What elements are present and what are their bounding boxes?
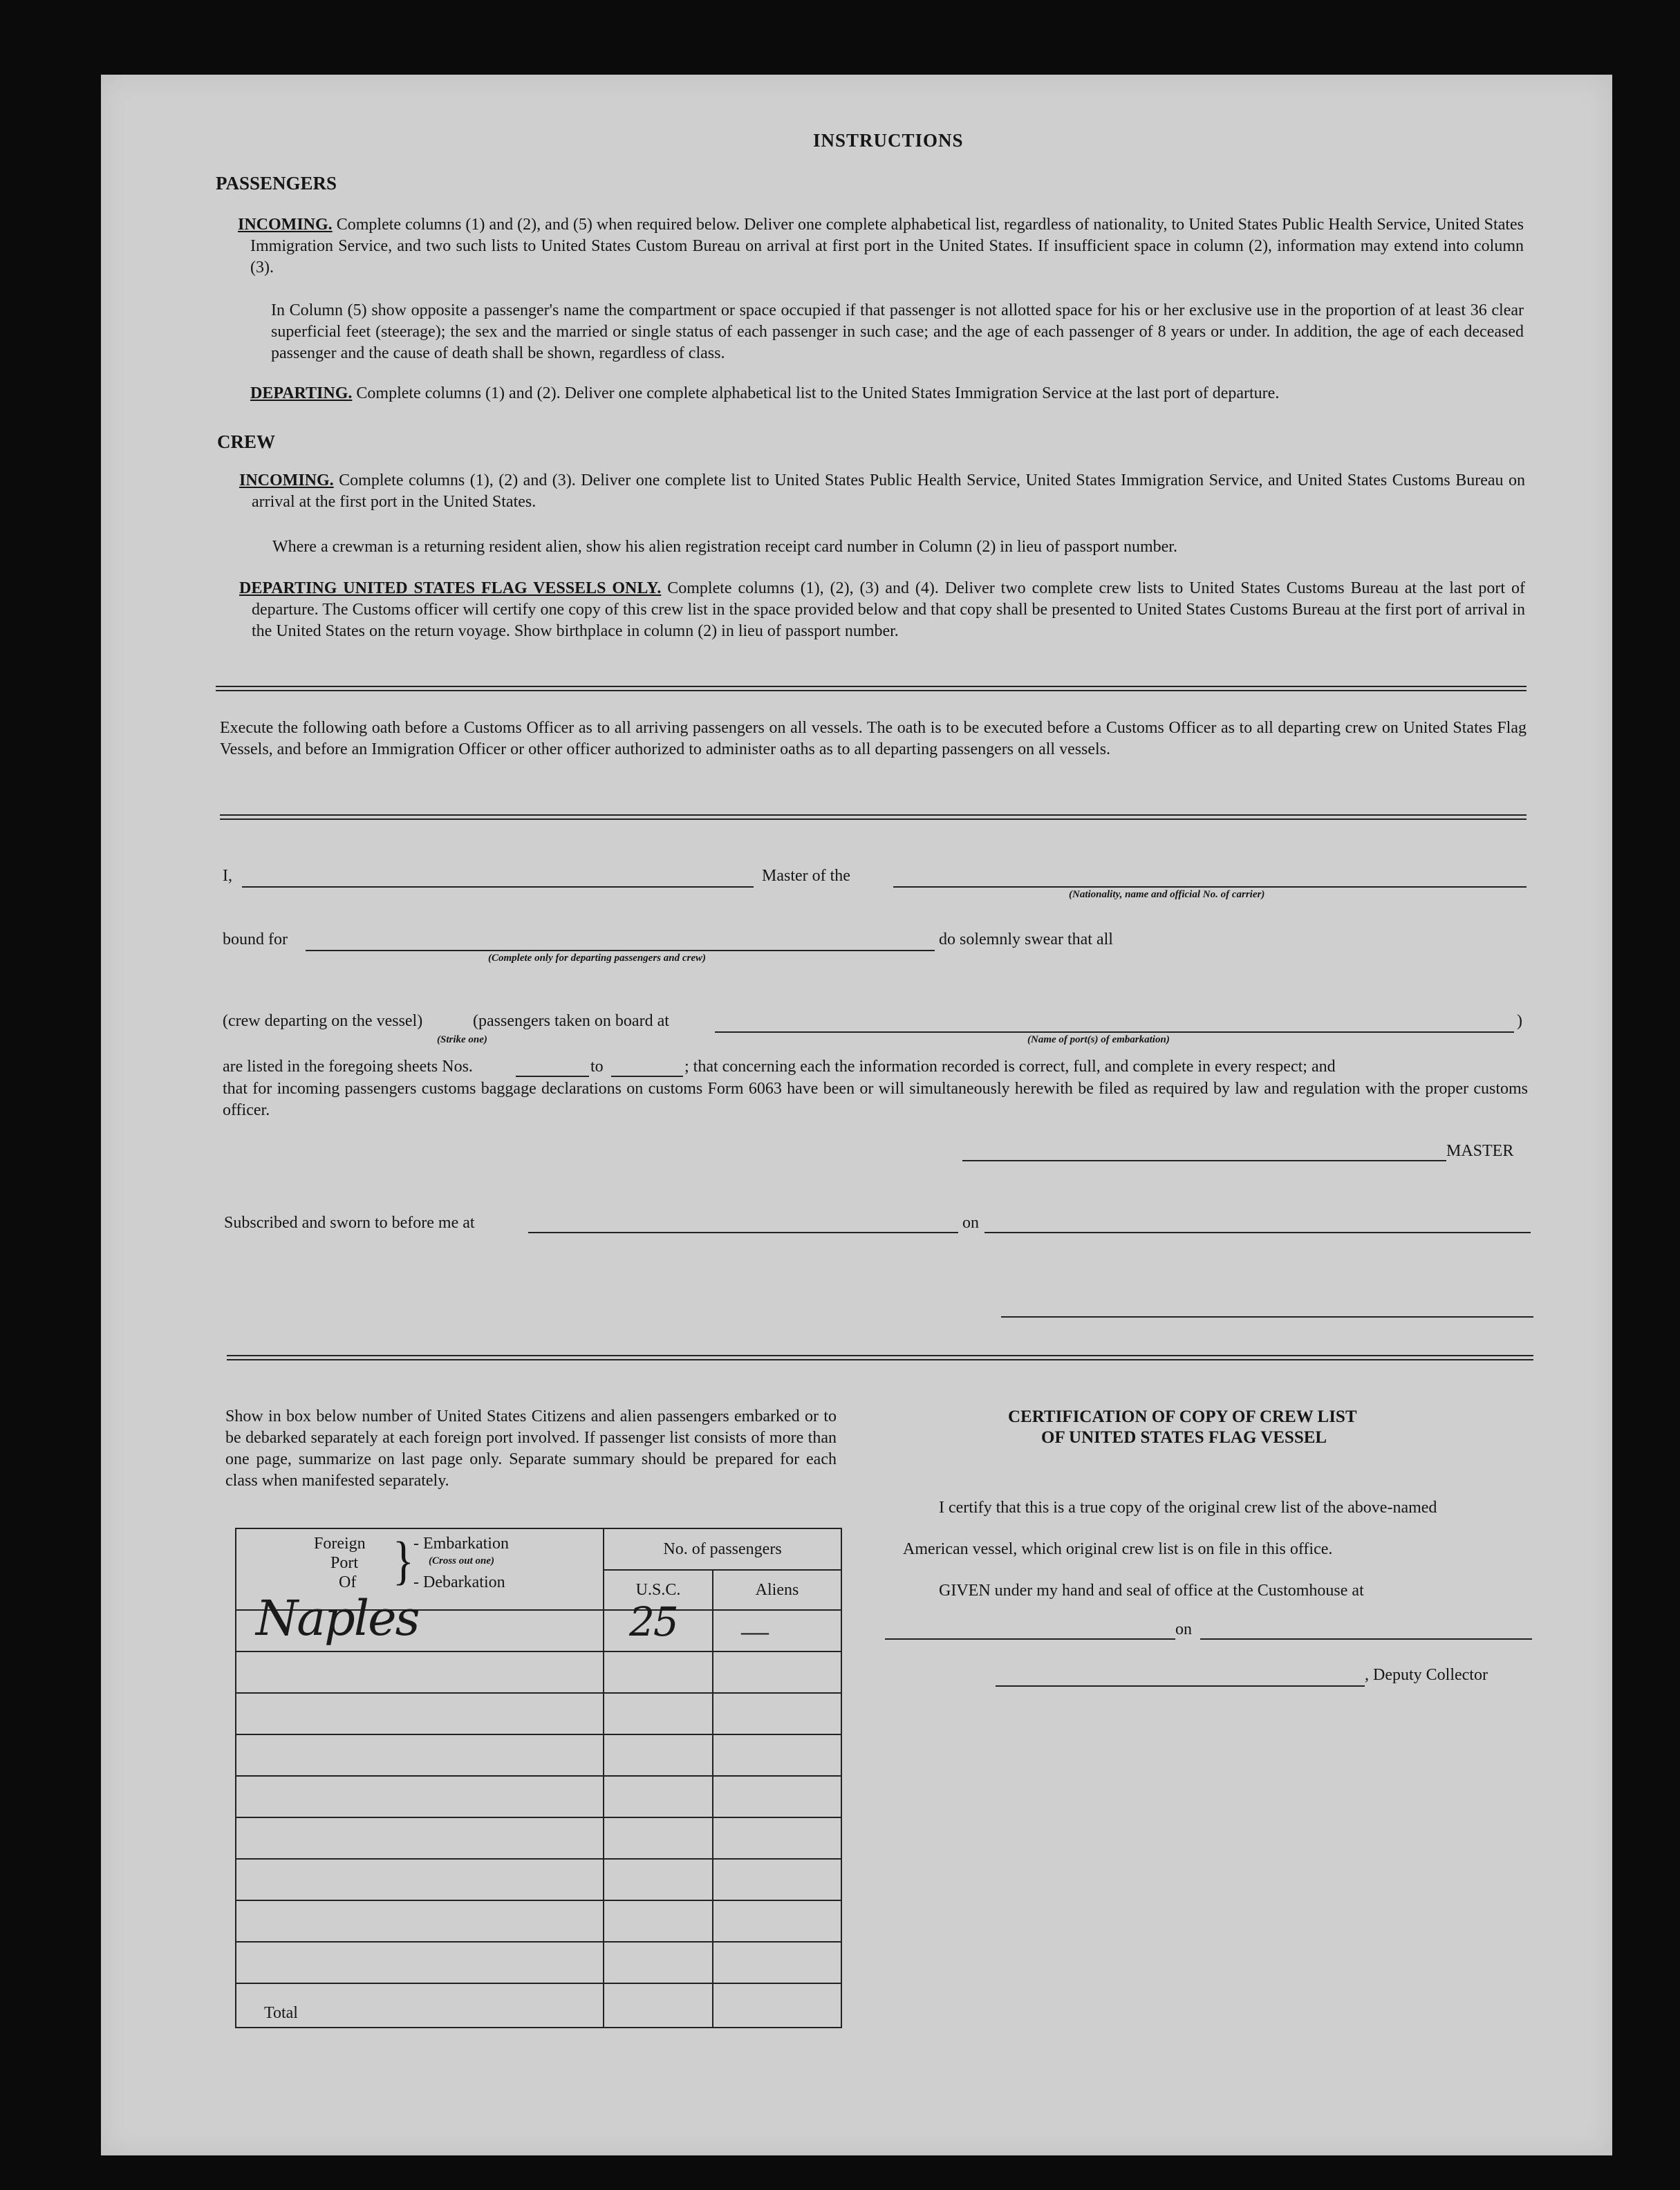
sheet-to-field[interactable] [611, 1076, 683, 1077]
instructions-title: INSTRUCTIONS [813, 130, 964, 151]
usc-cell[interactable] [604, 1776, 713, 1817]
usc-handwriting: 25 [629, 1598, 678, 1645]
master-name-field[interactable] [242, 886, 754, 888]
total-label: Total [236, 1983, 604, 2028]
summary-header-row [236, 1528, 841, 1570]
usc-cell[interactable] [604, 1734, 713, 1776]
aliens-cell[interactable] [713, 1900, 841, 1942]
table-row [236, 1900, 841, 1942]
sworn-place-field[interactable] [528, 1232, 958, 1233]
usc-cell[interactable] [604, 1693, 713, 1734]
header-of: Of [339, 1573, 357, 1591]
swear-label: do solemnly swear that all [939, 930, 1113, 948]
table-row [236, 1776, 841, 1817]
port-cell[interactable] [236, 1776, 604, 1817]
aliens-cell[interactable] [713, 1693, 841, 1734]
table-row [236, 1859, 841, 1900]
port-cell[interactable] [236, 1734, 604, 1776]
cert-on-label: on [1175, 1620, 1192, 1638]
embarkation-ports-field[interactable] [715, 1031, 1514, 1033]
master-label: MASTER [1446, 1142, 1514, 1160]
crewman-paragraph: Where a crewman is a returning resident alien, show his alien registration receipt card number in Column (2) in lieu of passport number. [272, 538, 1177, 556]
oath-intro: Execute the following oath before a Customs Officer as to all arriving passengers on all vessels. The oath is to be executed before a Customs Officer as to all departing crew on United States Flag Vessels, and before an Immigration Officer or other officer authorized to administer oaths as to all departing passengers on all vessels. [220, 719, 1527, 758]
passengers-incoming-label: INCOMING. [238, 216, 333, 234]
sheets-label: are listed in the foregoing sheets Nos. [223, 1058, 473, 1076]
usc-cell[interactable] [604, 1598, 713, 1651]
sheet-from-field[interactable] [516, 1076, 589, 1077]
usc-cell[interactable] [604, 1859, 713, 1900]
double-divider [227, 1355, 1533, 1360]
port-cell[interactable] [236, 1590, 604, 1651]
aliens-cell[interactable] [713, 1651, 841, 1693]
certify-text: I certify that this is a true copy of the original crew list of the above-named [939, 1499, 1437, 1517]
column5-paragraph: In Column (5) show opposite a passenger's name the compartment or space occupied if that passenger is not allotted space for his or her exclusive use in the proportion of at least 36 clear superficial feet (steerage); the sex and the married or single status of each passenger in such case; and the age of each passenger of 8 years or under. In addition, the age of each deceased passenger and the cause of death shall be shown, regardless of class. [271, 301, 1524, 362]
bound-for-field[interactable] [306, 950, 935, 951]
header-cross: (Cross out one) [429, 1555, 495, 1566]
passengers-header: No. of passengers [604, 1528, 841, 1570]
bound-for-label: bound for [223, 930, 288, 948]
table-row [236, 1734, 841, 1776]
crew-incoming-paragraph [239, 470, 1526, 513]
aliens-cell[interactable] [713, 1817, 841, 1859]
oath-i-label: I, [223, 867, 232, 885]
table-row [236, 1817, 841, 1859]
port-cell[interactable] [236, 1817, 604, 1859]
declarations-text: that for incoming passengers customs baggage declarations on customs Form 6063 have been or will simultaneously herewith be filed as required by law and regulation with the proper customs officer. [223, 1080, 1528, 1119]
certification-title-line1: CERTIFICATION OF COPY OF CREW LIST [1008, 1407, 1357, 1426]
port-cell[interactable] [236, 1651, 604, 1693]
table-row [236, 1693, 841, 1734]
sworn-on-label: on [962, 1214, 979, 1232]
port-cell[interactable] [236, 1693, 604, 1734]
passengers-departing-paragraph [250, 383, 1524, 404]
aliens-cell[interactable] [713, 1859, 841, 1900]
concerning-text: ; that concerning each the information recorded is correct, full, and complete in every respect; and [684, 1058, 1336, 1076]
crew-incoming-text: Complete columns (1), (2) and (3). Deliver one complete list to United States Public Health Service, United States Immigration Service, and United States Customs Bureau on arrival at the first port in the United States. [252, 471, 1526, 511]
aliens-cell[interactable] [713, 1610, 841, 1651]
passengers-incoming-text: Complete columns (1) and (2), and (5) when required below. Deliver one complete alphabetical list, regardless of nationality, to United States Public Health Service, United States Immigration Service, and two such lists to United States Custom Bureau on arrival at first port in the United States. If insufficient space in column (2), information may extend into column (3). [250, 216, 1524, 277]
passengers-departing-label: DEPARTING. [250, 384, 353, 402]
summary-instructions: Show in box below number of United States Citizens and alien passengers embarked or to be debarked separately at each foreign port involved. If passenger list consists of more than one page, summarize on last page only. Separate summary should be prepared for each class when manifested separately. [225, 1407, 837, 1490]
port-cell[interactable] [236, 1859, 604, 1900]
usc-cell[interactable] [604, 1651, 713, 1693]
passengers-heading: PASSENGERS [216, 173, 337, 194]
customhouse-field[interactable] [885, 1638, 1175, 1640]
vessel-text: American vessel, which original crew list is on file in this office. [903, 1540, 1333, 1558]
total-aliens-cell[interactable] [713, 1983, 841, 2028]
total-row [236, 1983, 841, 2028]
brace-glyph: } [393, 1531, 414, 1590]
ports-note: (Name of port(s) of embarkation) [1027, 1034, 1170, 1045]
aliens-cell[interactable] [713, 1942, 841, 1983]
table-row [236, 1942, 841, 1983]
close-paren: ) [1517, 1012, 1522, 1030]
crew-heading: CREW [217, 431, 276, 452]
form-page [101, 75, 1612, 2155]
usc-cell[interactable] [604, 1900, 713, 1942]
table-row [236, 1610, 841, 1651]
crew-departing-label: DEPARTING UNITED STATES FLAG VESSELS ONLY. [239, 579, 662, 597]
master-signature-field[interactable] [962, 1160, 1446, 1161]
passengers-departing-text: Complete columns (1) and (2). Deliver one complete alphabetical list to the United States Immigration Service at the last port of departure. [356, 384, 1280, 402]
carrier-field[interactable] [893, 886, 1527, 888]
aliens-cell[interactable] [713, 1734, 841, 1776]
crew-incoming-label: INCOMING. [239, 471, 334, 489]
header-debarkation: - Debarkation [413, 1573, 505, 1591]
port-cell[interactable] [236, 1942, 604, 1983]
deputy-collector-label: , Deputy Collector [1365, 1666, 1488, 1684]
given-text: GIVEN under my hand and seal of office at the Customhouse at [939, 1582, 1364, 1600]
bound-for-note: (Complete only for departing passengers and crew) [488, 953, 706, 964]
strike-note: (Strike one) [437, 1034, 487, 1045]
aliens-cell[interactable] [713, 1776, 841, 1817]
certification-title-line2: OF UNITED STATES FLAG VESSEL [1041, 1428, 1327, 1447]
crew-departing-option: (crew departing on the vessel) [223, 1012, 423, 1030]
deputy-signature-field[interactable] [996, 1685, 1365, 1687]
usc-cell[interactable] [604, 1817, 713, 1859]
usc-header: U.S.C. [604, 1570, 713, 1610]
carrier-note: (Nationality, name and official No. of carrier) [1069, 889, 1265, 900]
master-of-label: Master of the [762, 867, 850, 885]
header-port: Port [330, 1554, 359, 1572]
passengers-taken-option: (passengers taken on board at [473, 1012, 669, 1030]
header-foreign: Foreign [314, 1535, 366, 1553]
crew-departing-paragraph [239, 578, 1525, 642]
passengers-incoming-paragraph [238, 214, 1524, 279]
double-divider [216, 686, 1527, 691]
header-embarkation: - Embarkation [413, 1535, 509, 1553]
sheets-to-label: to [590, 1058, 604, 1076]
port-handwriting: Naples [256, 1590, 419, 1647]
double-divider [220, 814, 1527, 820]
officer-signature-field[interactable] [1001, 1316, 1533, 1318]
aliens-handwriting: — [741, 1616, 769, 1647]
port-cell[interactable] [236, 1900, 604, 1942]
subscribed-label: Subscribed and sworn to before me at [224, 1214, 475, 1232]
sworn-date-field[interactable] [984, 1232, 1531, 1233]
total-usc-cell[interactable] [604, 1983, 713, 2028]
table-row [236, 1651, 841, 1693]
crew-departing-text: Complete columns (1), (2), (3) and (4). Deliver two complete crew lists to United States Customs Bureau at the last port of departure. The Customs officer will certify one copy of this crew list in the space provided below and that copy shall be presented to United States Customs Bureau at the first port of arrival in the United States on the return voyage. Show birthplace in column (2) in lieu of passport number. [252, 579, 1525, 640]
cert-date-field[interactable] [1200, 1638, 1532, 1640]
passenger-summary-table [235, 1528, 842, 2028]
usc-cell[interactable] [604, 1942, 713, 1983]
aliens-header: Aliens [713, 1570, 841, 1610]
